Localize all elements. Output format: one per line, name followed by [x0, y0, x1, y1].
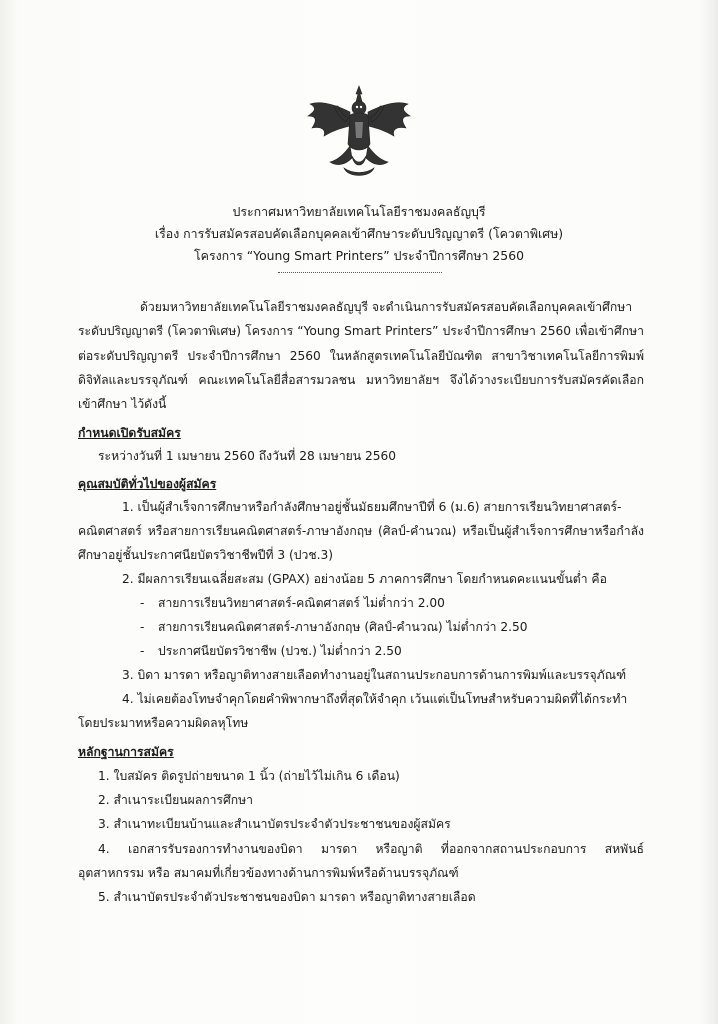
intro-line-5: เข้าศึกษา ไว้ดังนี้ — [78, 397, 167, 411]
intro-line-1: ด้วยมหาวิทยาลัยเทคโนโลยีราชมงคลธัญบุรี จะดำเนินการรับสมัครสอบคัดเลือกบุคคลเข้าศึกษา — [140, 300, 633, 314]
qualification-1-line-3: ศึกษาอยู่ชั้นประกาศนียบัตรวิชาชีพปีที่ 3 (ปวช.3) — [78, 548, 334, 562]
gpax-sub-item — [140, 594, 445, 612]
evidence-5: 5. สำเนาบัตรประจำตัวประชาชนของบิดา มารดา หรือญาติทางสายเลือด — [98, 890, 476, 904]
announcement-header — [0, 201, 718, 267]
schedule-heading: กำหนดเปิดรับสมัคร — [78, 426, 181, 440]
qualification-2: 2. มีผลการเรียนเฉลี่ยสะสม (GPAX) อย่างน้อย 5 ภาคการศึกษา โดยกำหนดคะแนนขั้นต่ำ คือ — [122, 572, 607, 586]
qualification-3: 3. บิดา มารดา หรือญาติทางสายเลือดทำงานอยู่ในสถานประกอบการด้านการพิมพ์และบรรจุภัณฑ์ — [122, 668, 627, 682]
dash-bullet: - — [140, 620, 145, 634]
garuda-emblem-icon — [300, 82, 418, 182]
gpax-sub-item — [140, 618, 528, 636]
qualifications-heading: คุณสมบัติทั่วไปของผู้สมัคร — [78, 477, 217, 491]
evidence-4-line-2: อุตสาหกรรม หรือ สมาคมที่เกี่ยวข้องทางด้านการพิมพ์หรือด้านบรรจุภัณฑ์ — [78, 866, 459, 880]
intro-line-4: ดิจิทัลและบรรจุภัณฑ์ คณะเทคโนโลยีสื่อสารมวลชน มหาวิทยาลัยฯ จึงได้วางระเบียบการรับสมัครคัดเลือก — [78, 373, 644, 387]
intro-line-3: ต่อระดับปริญญาตรี ประจำปีการศึกษา 2560 ในหลักสูตรเทคโนโลยีบัณฑิต สาขาวิชาเทคโนโลยีการพิมพ์ — [78, 349, 644, 363]
schedule-text: ระหว่างวันที่ 1 เมษายน 2560 ถึงวันที่ 28 เมษายน 2560 — [98, 449, 397, 463]
dotted-divider — [278, 272, 442, 273]
evidence-3: 3. สำเนาทะเบียนบ้านและสำเนาบัตรประจำตัวประชาชนของผู้สมัคร — [98, 817, 451, 831]
header-line-2: เรื่อง การรับสมัครสอบคัดเลือกบุคคลเข้าศึกษาระดับปริญญาตรี (โควตาพิเศษ) — [154, 226, 564, 241]
gpax-sub-item-text: สายการเรียนวิทยาศาสตร์-คณิตศาสตร์ ไม่ต่ำกว่า 2.00 — [158, 596, 445, 610]
qualification-4-line-1: 4. ไม่เคยต้องโทษจำคุกโดยคำพิพากษาถึงที่สุดให้จำคุก เว้นแต่เป็นโทษสำหรับความผิดที่ได้กระทำ — [122, 692, 628, 706]
evidence-1: 1. ใบสมัคร ติดรูปถ่ายขนาด 1 นิ้ว (ถ่ายไว้ไม่เกิน 6 เดือน) — [98, 769, 400, 783]
gpax-sub-item — [140, 642, 402, 660]
dash-bullet: - — [140, 596, 145, 610]
evidence-4-line-1: 4. เอกสารรับรองการทำงานของบิดา มารดา หรือญาติ ที่ออกจากสถานประกอบการ สหพันธ์ — [98, 842, 644, 856]
evidence-heading: หลักฐานการสมัคร — [78, 745, 174, 759]
gpax-sub-item-text: สายการเรียนคณิตศาสตร์-ภาษาอังกฤษ (ศิลป์-คำนวณ) ไม่ต่ำกว่า 2.50 — [158, 620, 528, 634]
gpax-sub-item-text: ประกาศนียบัตรวิชาชีพ (ปวช.) ไม่ต่ำกว่า 2.50 — [158, 644, 402, 658]
qualification-1-line-1: 1. เป็นผู้สำเร็จการศึกษาหรือกำลังศึกษาอยู่ชั้นมัธยมศึกษาปีที่ 6 (ม.6) สายการเรียนวิทยาศาสตร์- — [122, 500, 622, 514]
intro-line-2: ระดับปริญญาตรี (โควตาพิเศษ) โครงการ “Young Smart Printers” ประจำปีการศึกษา 2560 เพื่อเข้าศึกษา — [78, 324, 644, 338]
dash-bullet: - — [140, 644, 145, 658]
qualification-4-line-2: โดยประมาทหรือความผิดลหุโทษ — [78, 716, 249, 730]
qualification-1-line-2: คณิตศาสตร์ หรือสายการเรียนคณิตศาสตร์-ภาษาอังกฤษ (ศิลป์-คำนวณ) หรือเป็นผู้สำเร็จการศึกษาหรือกำลัง — [78, 524, 644, 538]
header-line-1: ประกาศมหาวิทยาลัยเทคโนโลยีราชมงคลธัญบุรี — [232, 204, 486, 219]
evidence-2: 2. สำเนาระเบียนผลการศึกษา — [98, 793, 253, 807]
header-line-3: โครงการ “Young Smart Printers” ประจำปีการศึกษา 2560 — [194, 248, 524, 263]
